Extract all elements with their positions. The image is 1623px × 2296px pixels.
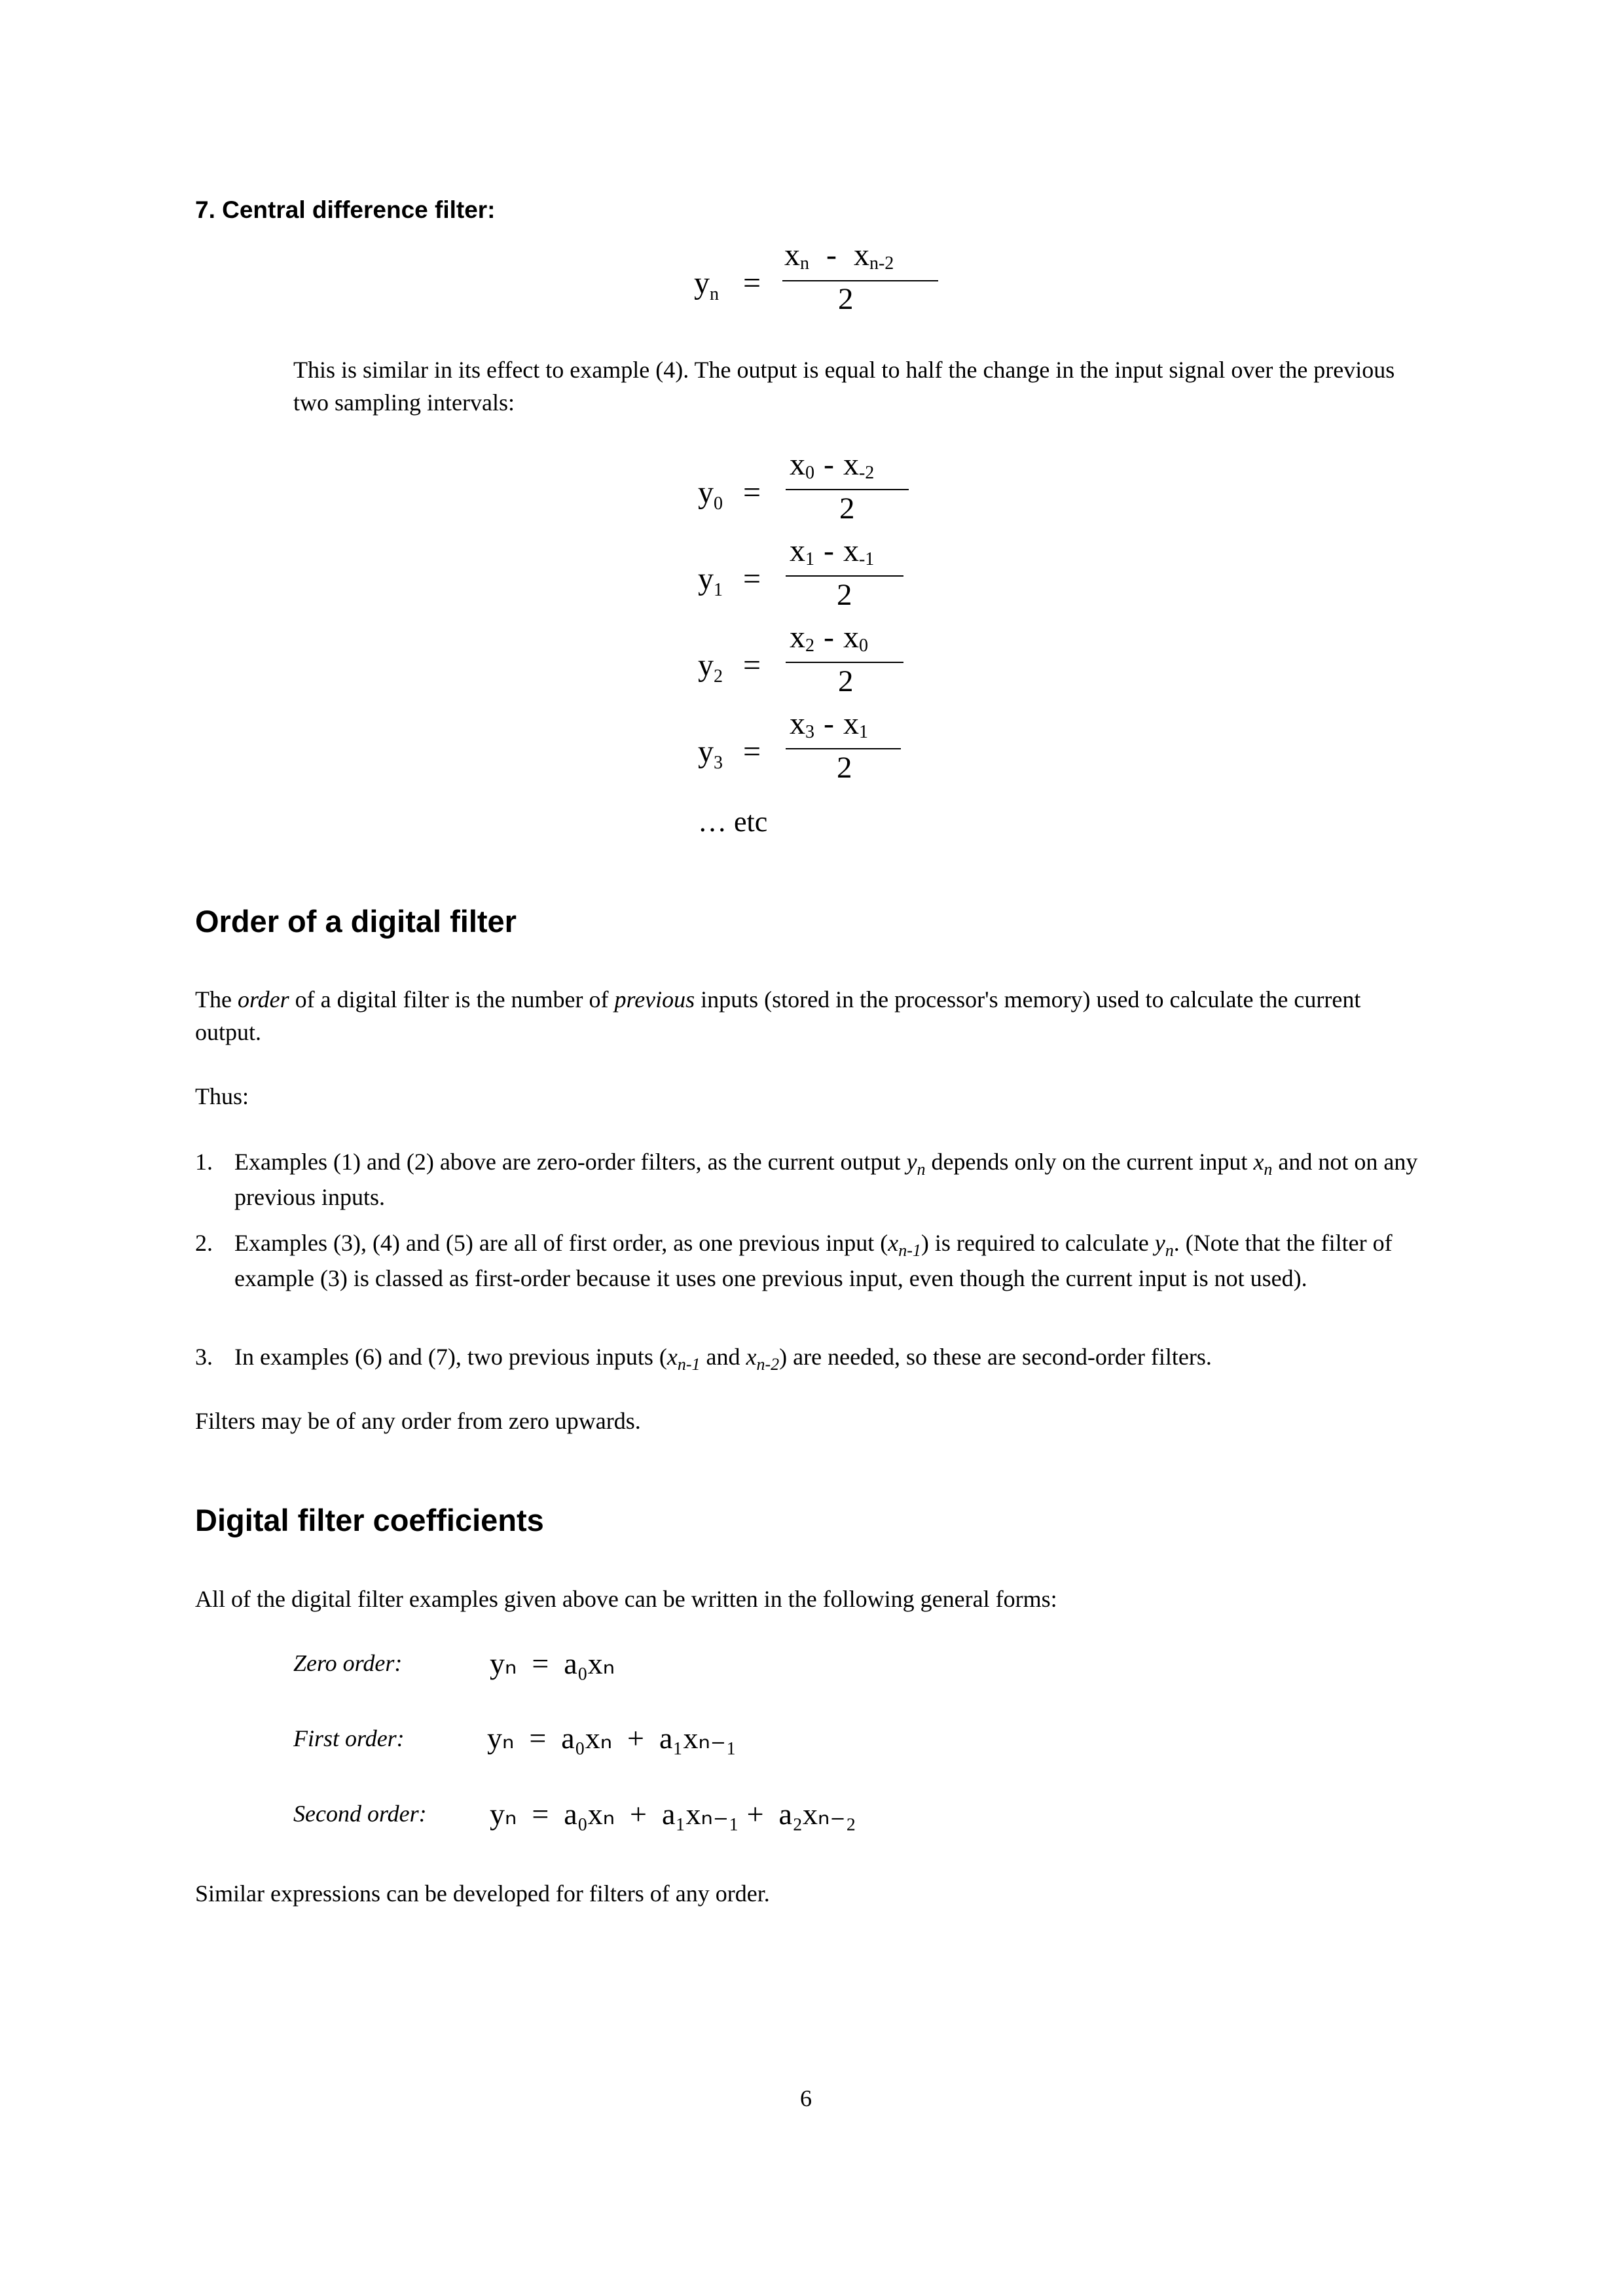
order-paragraph: The order of a digital filter is the number of previous inputs (stored in the processor's memory) used to calculate the current output. <box>195 986 1361 1045</box>
section-heading-central-difference: 7. Central difference filter: <box>195 196 496 223</box>
coeff-closing: Similar expressions can be developed for filters of any order. <box>195 1880 770 1907</box>
form-label: Zero order: <box>293 1650 403 1676</box>
heading-order-of-filter: Order of a digital filter <box>195 904 517 939</box>
form-expression: yₙ = a₀xₙ + a₁xₙ₋₁ + a₂xₙ₋₂ <box>490 1797 856 1831</box>
row-1: $y_1$ = x1 - x-1 2 <box>694 538 956 623</box>
heading-filter-coefficients: Digital filter coefficients <box>195 1503 544 1537</box>
eq-denominator: 2 <box>838 282 854 316</box>
form-expression: yₙ = a₀xₙ + a₁xₙ₋₁ <box>487 1721 737 1755</box>
eq-lhs: y <box>694 266 710 300</box>
row-3: $y_3$ = x3 - x1 2 <box>694 711 956 796</box>
eq-sign: = <box>743 266 761 300</box>
difference-rows <box>694 447 956 844</box>
section7-paragraph: This is similar in its effect to example (4). The output is equal to half the change in the input signal over the previous two sampling intervals: <box>293 357 1395 416</box>
form-label: Second order: <box>293 1801 427 1827</box>
general-forms <box>293 1649 1275 1885</box>
list-item: 3. In examples (6) and (7), two previous inputs ($x_{n-1}$ and $x_{n-2}$) are needed, so these are second-order filters. <box>195 1344 1212 1374</box>
order-closing: Filters may be of any order from zero upwards. <box>195 1408 641 1434</box>
etc-text: … etc <box>698 806 768 838</box>
eq-lhs-sub: n <box>710 284 719 304</box>
eq-numerator: xn - xn-2 <box>784 238 894 274</box>
list-item: 1. Examples (1) and (2) above are zero-order filters, as the current output $y_n$ depends only on the current input $x_n$ and not on any previous inputs. <box>195 1149 1418 1210</box>
thus-text: Thus: <box>195 1083 249 1109</box>
fraction-bar <box>782 280 938 281</box>
form-label: First order: <box>293 1725 405 1751</box>
row-0: $y_0$ = x0 - x-2 2 <box>694 452 956 537</box>
list-item: 2. Examples (3), (4) and (5) are all of first order, as one previous input $(x_{n-1})$ is required to calculate $y_n$. (Note that the filter of example (3) is classed as first-order because it uses one previous input, even though the current input is not used). <box>195 1230 1393 1291</box>
page-number: 6 <box>800 2085 812 2111</box>
row-2: $y_2$ = x2 - x0 2 <box>694 624 956 709</box>
form-expression: yₙ = a₀xₙ <box>490 1647 615 1680</box>
coeff-intro: All of the digital filter examples given above can be written in the following general forms: <box>195 1586 1057 1612</box>
central-difference-equation <box>687 238 949 327</box>
